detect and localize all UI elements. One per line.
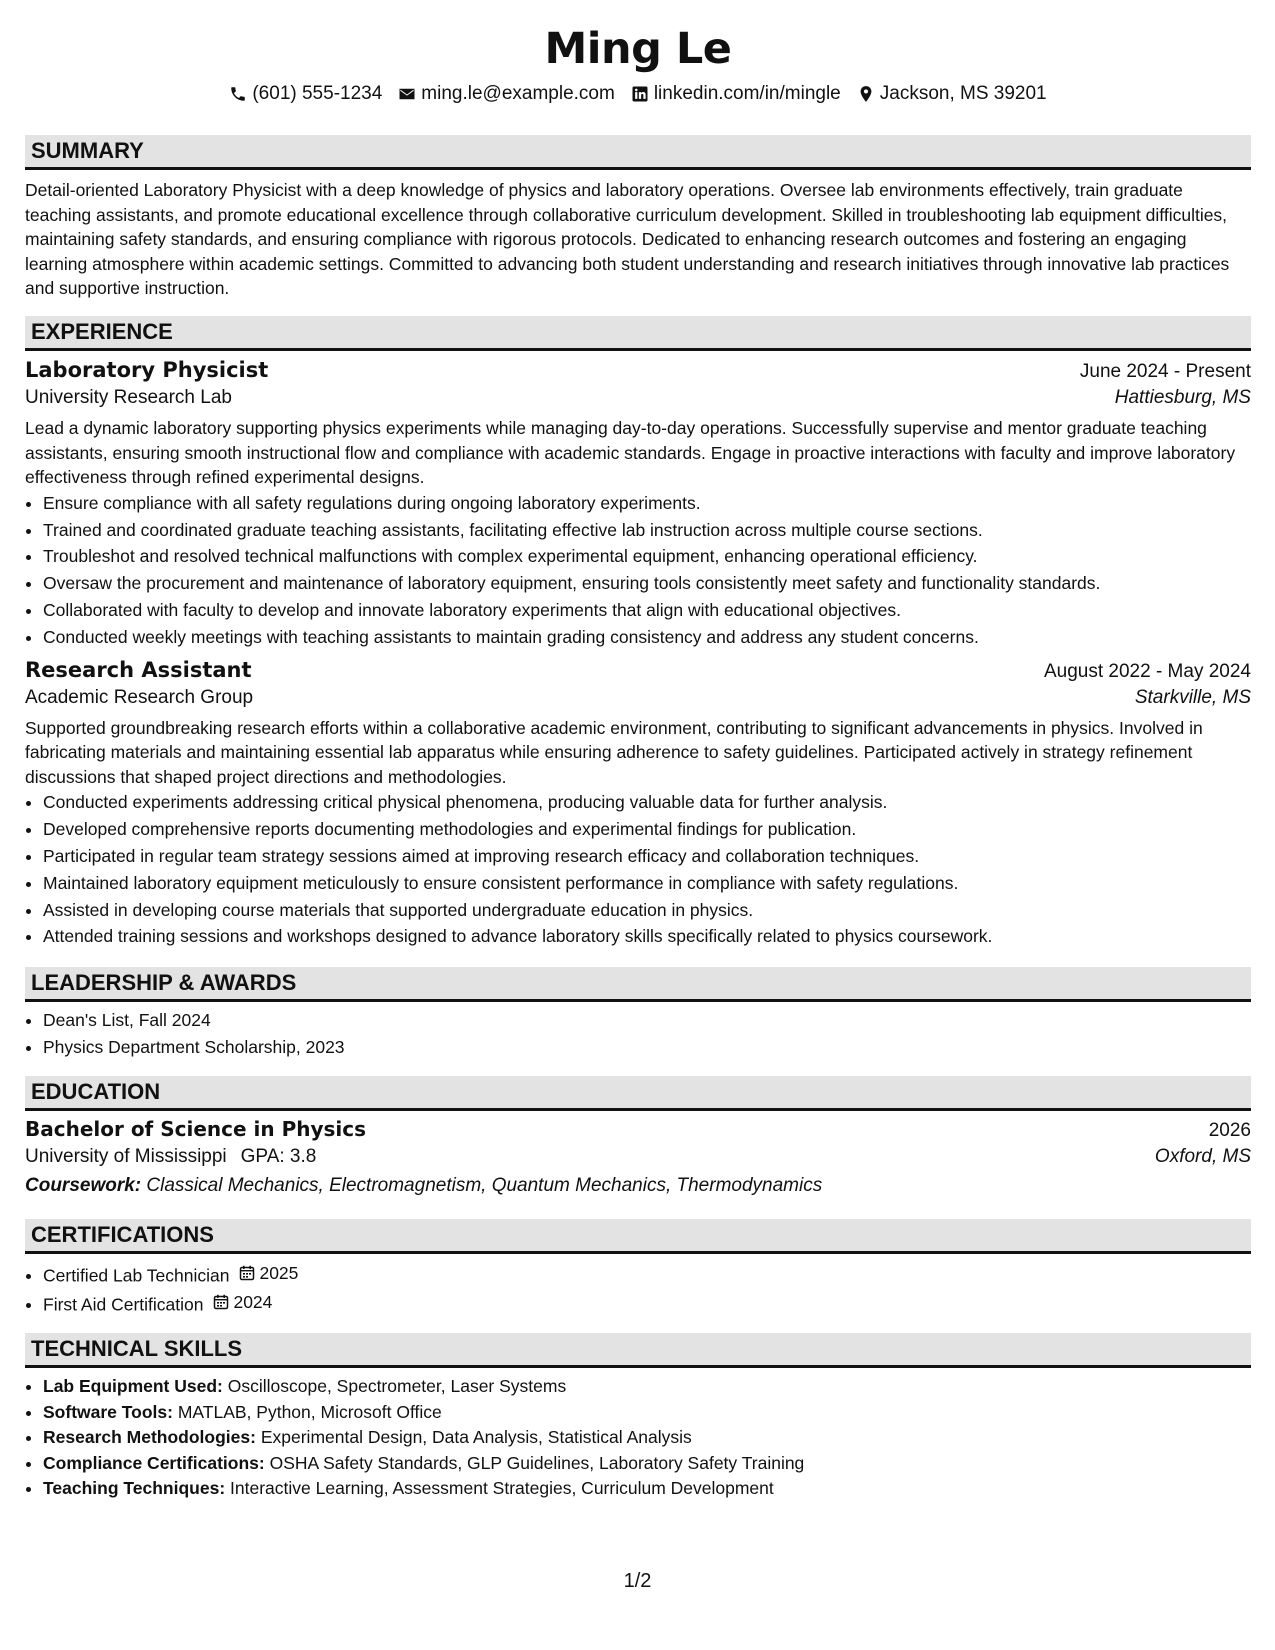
experience-header: EXPERIENCE [25,316,1251,351]
list-item: • Developed comprehensive reports documenting methodologies and experimental findings for publication. [43,816,1251,843]
list-item: • Physics Department Scholarship, 2023 [43,1034,1251,1061]
school-name: University of Mississippi [25,1145,227,1167]
school-location: Oxford, MS [1154,1145,1251,1167]
list-item: • Dean's List, Fall 2024 [43,1007,1251,1034]
email-text: ming.le@example.com [421,83,615,104]
list-item: • Participated in regular team strategy sessions aimed at improving research efficacy and collaboration techniques. [43,843,1251,870]
page-number: 1/2 [623,1570,652,1592]
phone-icon [229,85,247,103]
job-title: Laboratory Physicist [25,357,269,382]
coursework-line [25,1172,1251,1200]
education-header: EDUCATION [25,1076,1251,1111]
list-item [43,1260,1251,1289]
list-item: • Ensure compliance with all safety regulations during ongoing laboratory experiments. [43,490,1251,517]
skill-label: Software Tools: [43,1401,173,1422]
job-organization: University Research Lab [25,386,232,408]
list-item: • Conducted weekly meetings with teaching assistants to maintain grading consistency and address any student concerns. [43,624,1251,651]
cert-year: 2024 [233,1291,273,1312]
list-item: • Trained and coordinated graduate teaching assistants, facilitating effective lab instruction across multiple course sections. [43,517,1251,544]
envelope-icon [398,85,416,103]
cert-date [239,1260,298,1287]
coursework-label: Coursework: [25,1174,142,1196]
list-item [43,1374,1251,1400]
skills-list [25,1374,1251,1502]
job-subheading [25,683,1251,713]
list-item [43,1289,1251,1318]
list-item [43,1476,1251,1502]
phone-text: (601) 555-1234 [252,83,383,104]
certifications-list [25,1260,1251,1318]
education-heading [25,1117,1251,1142]
cert-date [213,1289,272,1316]
skills-header: TECHNICAL SKILLS [25,1333,1251,1368]
education-entry [25,1117,1251,1200]
resume-page [25,0,1251,1502]
job-description: Lead a dynamic laboratory supporting physics experiments while managing day-to-day operations. Successfully supervise and mentor graduate teaching assistants, ensuring smooth instructional flow and compliance with academic standards. Engage in proactive interactions with faculty and improve laboratory effectiveness through refined experimental designs. [25,417,1236,488]
skill-value: OSHA Safety Standards, GLP Guidelines, Laboratory Safety Training [269,1452,805,1473]
calendar-icon [239,1265,255,1281]
linkedin-icon [631,85,649,103]
job-location: Hattiesburg, MS [1114,386,1251,408]
cert-name: Certified Lab Technician [43,1265,230,1286]
graduation-year: 2026 [1208,1119,1251,1141]
gpa: GPA: 3.8 [240,1145,317,1167]
summary-text: Detail-oriented Laboratory Physicist with a deep knowledge of physics and laboratory operations. Oversee lab environments effectively, train graduate teaching assistants, and promote educational excellence through collaborative curriculum development. Skilled in troubleshooting lab equipment difficulties, maintaining safety standards, and ensuring compliance with rigorous protocols. Dedicated to enhancing research outcomes and fostering an engaging learning atmosphere within academic settings. Committed to advancing both student understanding and research initiatives through innovative lab practices and supportive instruction. [25,180,1230,299]
coursework-text: Classical Mechanics, Electromagnetism, Quantum Mechanics, Thermodynamics [146,1174,823,1196]
job-subheading [25,383,1251,413]
job-dates: August 2022 - May 2024 [1043,660,1251,682]
awards-header: LEADERSHIP & AWARDS [25,967,1251,1002]
school-line [25,1142,316,1172]
skill-value: Interactive Learning, Assessment Strategies, Curriculum Development [230,1478,774,1499]
job-description: Supported groundbreaking research efforts within a collaborative academic environment, contributing to significant advancements in physics. Involved in fabricating materials and maintaining essential lab apparatus while ensuring adherence to safety guidelines. Participated actively in strategy refinement discussions that shaped project directions and methodologies. [25,717,1203,787]
contact-bar [25,82,1251,106]
linkedin-text: linkedin.com/in/mingle [653,83,841,104]
list-item [43,1400,1251,1426]
degree-title: Bachelor of Science in Physics [25,1116,367,1141]
summary-header: SUMMARY [25,135,1251,170]
job-bullets [25,789,1251,950]
job-title: Research Assistant [25,657,252,682]
location-text: Jackson, MS 39201 [879,83,1047,104]
job-heading [25,658,1251,683]
job-location: Starkville, MS [1134,686,1251,708]
list-item: • Conducted experiments addressing critical physical phenomena, producing valuable data for further analysis. [43,789,1251,816]
list-item: • Collaborated with faculty to develop and innovate laboratory experiments that align with educational objectives. [43,597,1251,624]
list-item: • Maintained laboratory equipment meticulously to ensure consistent performance in compliance with safety regulations. [43,870,1251,897]
certifications-header: CERTIFICATIONS [25,1219,1251,1254]
list-item: • Oversaw the procurement and maintenance of laboratory equipment, ensuring tools consistently meet safety and functionality standards. [43,570,1251,597]
job-entry [25,358,1251,651]
job-entry [25,658,1251,951]
calendar-icon [213,1294,229,1310]
skill-value: Experimental Design, Data Analysis, Statistical Analysis [260,1427,692,1448]
list-item: • Assisted in developing course materials that supported undergraduate education in physics. [43,897,1251,924]
contact-phone[interactable] [229,82,382,106]
job-heading [25,358,1251,383]
candidate-name: Ming Le [544,24,732,74]
skill-value: MATLAB, Python, Microsoft Office [177,1401,442,1422]
list-item: • Attended training sessions and workshops designed to advance laboratory skills specifically related to physics coursework. [43,923,1251,950]
cert-name: First Aid Certification [43,1294,204,1315]
skill-label: Research Methodologies: [43,1427,256,1448]
skill-label: Teaching Techniques: [43,1478,226,1499]
skill-label: Compliance Certifications: [43,1452,265,1473]
job-organization: Academic Research Group [25,686,254,708]
education-subheading [25,1142,1251,1172]
map-pin-icon [857,85,875,103]
job-bullets [25,490,1251,651]
cert-year: 2025 [259,1262,299,1283]
contact-email[interactable] [398,82,615,106]
contact-location [857,82,1047,106]
job-dates: June 2024 - Present [1079,360,1251,382]
skill-label: Lab Equipment Used: [43,1376,223,1397]
awards-list [25,1007,1251,1061]
contact-linkedin[interactable] [631,82,841,106]
list-item [43,1451,1251,1477]
list-item: • Troubleshot and resolved technical malfunctions with complex experimental equipment, enhancing operational efficiency. [43,543,1251,570]
skill-value: Oscilloscope, Spectrometer, Laser Systems [227,1376,567,1397]
list-item [43,1425,1251,1451]
